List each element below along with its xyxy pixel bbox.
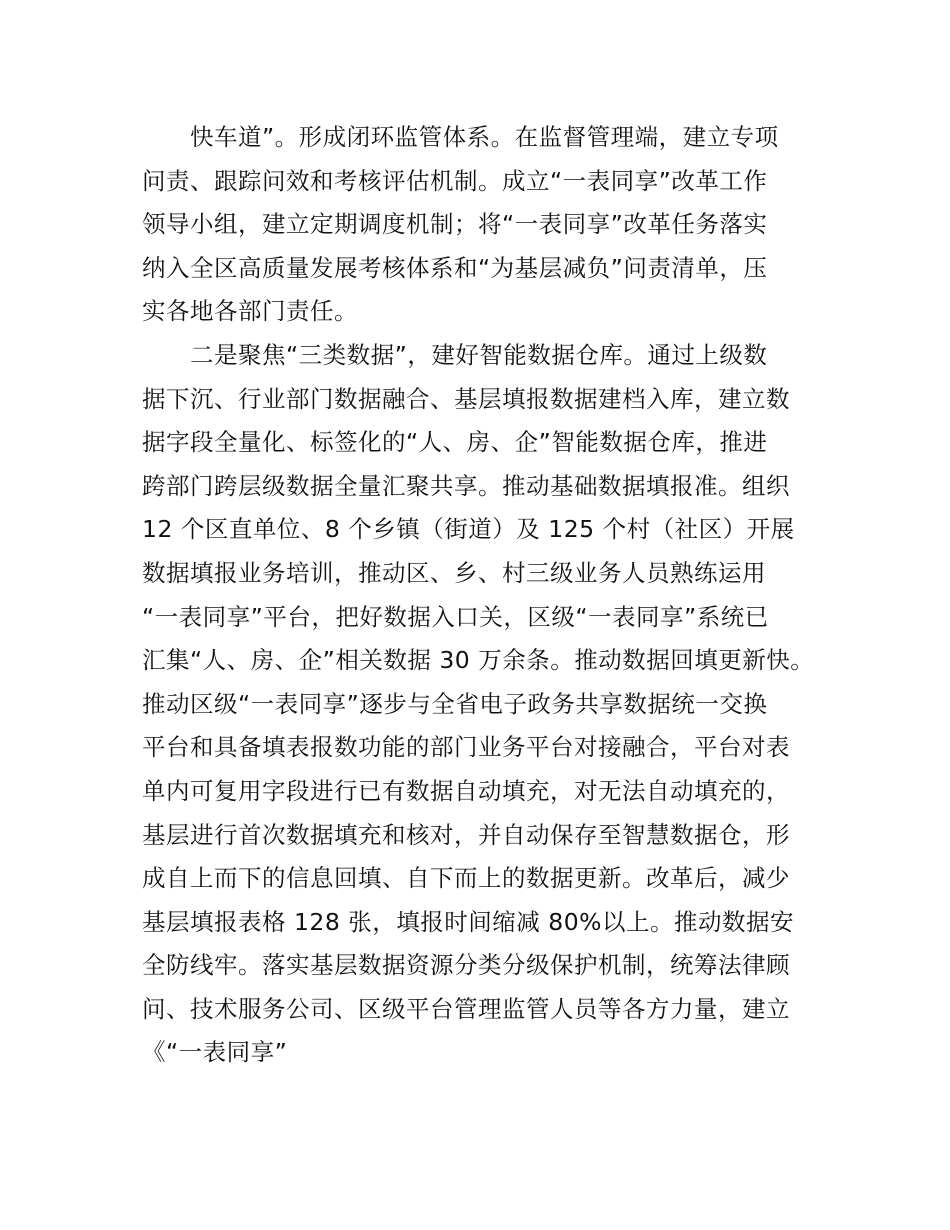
text-line: 数据填报业务培训，推动区、乡、村三级业务人员熟练运用 [142,558,766,587]
text-line: 纳入全区高质量发展考核体系和“为基层减负”问责清单，压 [142,253,768,282]
text-line: 推动区级“一表同享”逐步与全省电子政务共享数据统一交换 [142,689,768,718]
text-line: 领导小组，建立定期调度机制；将“一表同享”改革任务落实 [142,210,768,239]
text-line: 问、技术服务公司、区级平台管理监管人员等各方力量，建立 [142,994,790,1023]
text-line: 成自上而下的信息回填、自下而上的数据更新。改革后，减少 [142,864,790,893]
text-line: 二是聚焦“三类数据”，建好智能数据仓库。通过上级数 [190,340,768,369]
text-line: 实各地各部门责任。 [142,297,358,326]
text-line: 平台和具备填表报数功能的部门业务平台对接融合，平台对表 [142,733,790,762]
text-line: 汇集“人、房、企”相关数据 30 万余条。推动数据回填更新快。 [142,646,815,675]
text-line: 单内可复用字段进行已有数据自动填充，对无法自动填充的， [142,776,790,805]
text-line: 全防线牢。落实基层数据资源分类分级保护机制，统筹法律顾 [142,951,790,980]
text-line: 《“一表同享” [142,1038,288,1067]
text-line: 12 个区直单位、8 个乡镇（街道）及 125 个村（社区）开展 [142,515,795,544]
text-line: 问责、跟踪问效和考核评估机制。成立“一表同享”改革工作 [142,166,768,195]
text-line: 据下沉、行业部门数据融合、基层填报数据建档入库，建立数 [142,384,790,413]
text-line: 跨部门跨层级数据全量汇聚共享。推动基础数据填报准。组织 [142,471,790,500]
text-line: 基层填报表格 128 张，填报时间缩减 80%以上。推动数据安 [142,907,794,936]
text-line: 基层进行首次数据填充和核对，并自动保存至智慧数据仓，形 [142,820,790,849]
text-line: 据字段全量化、标签化的“人、房、企”智能数据仓库，推进 [142,428,768,457]
body-text [142,116,842,1075]
text-line: 快车道”。形成闭环监管体系。在监督管理端，建立专项 [190,123,779,151]
text-line: “一表同享”平台，把好数据入口关，区级“一表同享”系统已 [142,602,769,631]
